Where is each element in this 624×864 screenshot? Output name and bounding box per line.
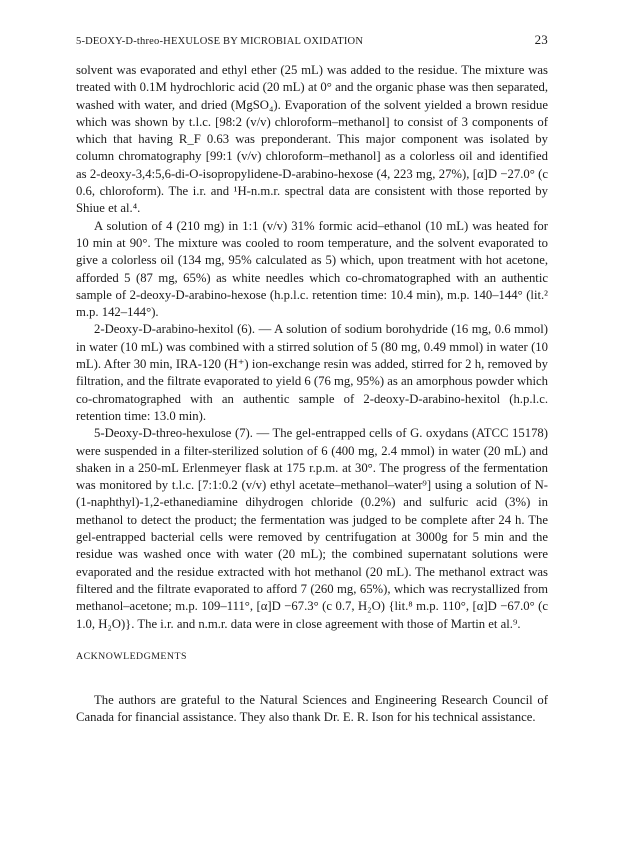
paragraph-continued-workup: solvent was evaporated and ethyl ether (25 mL) was added to the residue. The mixture was treated with 0.1M hydrochloric acid (20 mL) at 0° and the organic phase was then separated, washed with water, and dried (MgSO₄). Evaporation of the solvent yielded a brown residue which was shown by t.l.c. [98:2 (v/v) chloroform–methanol] to consist of 3 components of which that having R_F 0.63 was preponderant. This major component was isolated by column chromatography [99:1 (v/v) chloroform–methanol] as a colorless oil and identified as 2-deoxy-3,4:5,6-di-O-isopropylidene-D-arabino-hexose (4, 223 mg, 27%), [α]D −27.0° (c 0.6, chloroform). The i.r. and ¹H-n.m.r. spectral data are consistent with those reported by Shiue et al.⁴. bbox=[76, 63, 548, 216]
acknowledgments-heading: ACKNOWLEDGMENTS bbox=[76, 650, 187, 662]
page-number: 23 bbox=[534, 32, 548, 47]
running-title: 5-DEOXY-D-threo-HEXULOSE BY MICROBIAL OXIDATION bbox=[76, 36, 364, 47]
paragraph-hydrolysis: A solution of 4 (210 mg) in 1:1 (v/v) 31% formic acid–ethanol (10 mL) was heated for 10 min at 90°. The mixture was cooled to room temperature, and the solvent evaporated to give a colorless oil (134 mg, 95% calculated as 5) which, upon treatment with hot acetone, afforded 5 (87 mg, 65%) as white needles which co-chromatographed with an authentic sample of 2-deoxy-D-arabino-hexose (h.p.l.c. retention time: 10.4 min), m.p. 140–144° (lit.² m.p. 142–144°). bbox=[76, 218, 548, 320]
acknowledgments-text: The authors are grateful to the Natural Sciences and Engineering Research Council of Canada for financial assistance. They also thank Dr. E. R. Ison for his technical assistance. bbox=[76, 692, 548, 725]
paragraph-hexitol-6: 2-Deoxy-D-arabino-hexitol (6). — A solution of sodium borohydride (16 mg, 0.6 mmol) in water (10 mL) was combined with a stirred solution of 5 (80 mg, 0.49 mmol) in water (10 mL). After 30 min, IRA-120 (H⁺) ion-exchange resin was added, stirred for 2 h, removed by filtration, and the filtrate evaporated to yield 6 (76 mg, 95%) as an amorphous powder which co-chromatographed with an authentic sample of 2-deoxy-D-arabino-hexitol (h.p.l.c. retention time: 13.0 min). bbox=[76, 322, 548, 423]
journal-page bbox=[76, 32, 548, 726]
running-header bbox=[76, 32, 548, 48]
paragraph-hexulose-7: 5-Deoxy-D-threo-hexulose (7). — The gel-entrapped cells of G. oxydans (ATCC 15178) were suspended in a filter-sterilized solution of 6 (400 mg, 2.4 mmol) in water (20 mL) and shaken in a 250-mL Erlenmeyer flask at 175 r.p.m. at 30°. The progress of the fermentation was monitored by t.l.c. [7:1:0.2 (v/v) ethyl acetate–methanol–water⁹] using a solution of N-(1-naphthyl)-1,2-ethanediamine dihydrogen chloride (0.2%) and sulfuric acid (3%) in methanol to detect the product; the fermentation was judged to be complete after 24 h. The gel-entrapped bacterial cells were removed by centrifugation at 3000g for 5 min and the residue was washed once with water (20 mL); the combined supernatant solutions were evaporated and the residue extracted with hot methanol (20 mL). The methanol extract was filtered and the filtrate evaporated to afford 7 (260 mg, 65%), which was recrystallized from methanol–acetone; m.p. 109–111°, [α]D −67.3° (c 0.7, H₂O) {lit.⁸ m.p. 110°, [α]D −67.0° (c 1.0, H₂O)}. The i.r. and n.m.r. data were in close agreement with those of Martin et al.⁹. bbox=[76, 426, 548, 631]
